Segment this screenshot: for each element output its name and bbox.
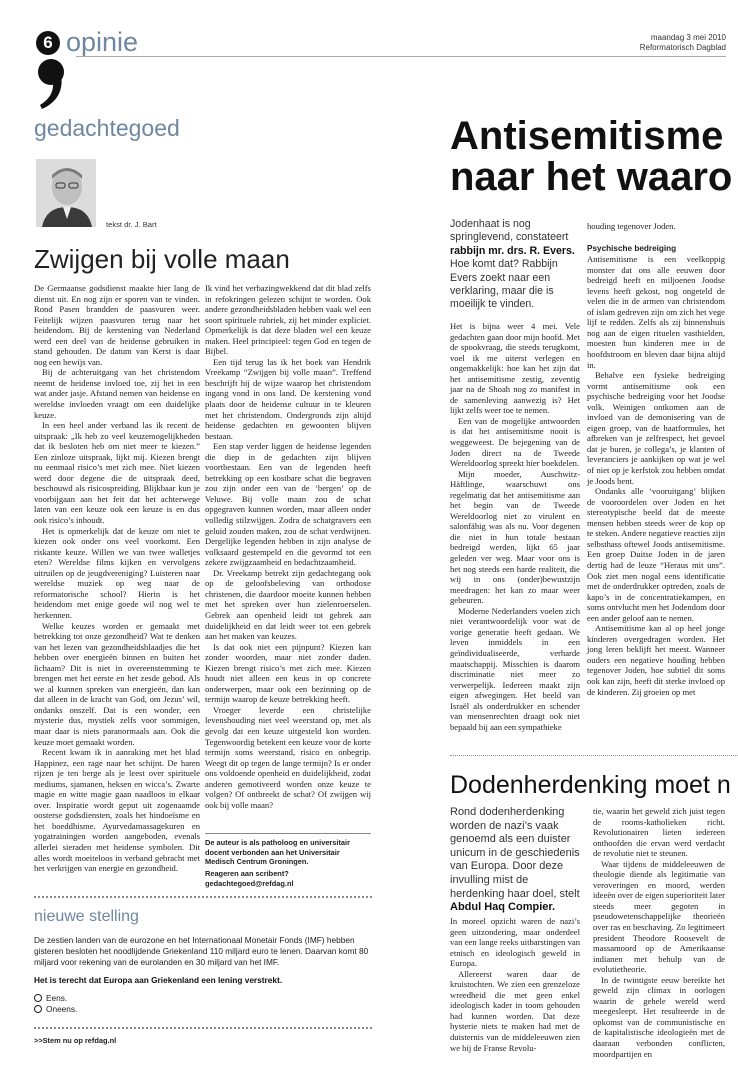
paragraph: Allereerst waren daar de kruistochten. We zien een grenzeloze wreedheid die met geen enkel ideologisch kader in toom gehouden had kunnen worden. Dat deze hysterie niets te maken had met de duisternis van de middeleeuwen zien we bij de Franse Revolu- [450, 968, 580, 1053]
article1-headline-1: Antisemitisme [450, 114, 724, 158]
article2-col1 [450, 916, 580, 1053]
stelling-intro: De zestien landen van de eurozone en het Internationaal Monetair Fonds (IMF) hebben gisteren besloten het noodlijdende Griekenland 110 miljard euro te lenen. Daarvan komt 80 miljard voor rekening van de eurolanden en 30 miljard van het IMF. [34, 935, 369, 967]
paragraph: houding tegenover Joden. [587, 221, 676, 231]
masthead-rule [76, 56, 726, 57]
paragraph: Een tijd terug las ik het boek van Hendrik Vreekamp “Zwijgen bij volle maan”. Treffend beschrijft hij de wijze waarop het christendom ingang vond in ons land. De kerstening vond plaats door de heidense cultuur in te kleuren met het christendom. Ondergronds zijn altijd heidense gedachten en gewoonten blijven bestaan. [205, 356, 371, 441]
paragraph: Dr. Vreekamp betrekt zijn gedachtegang ook op de geloofsbeleving van orthodoxe christenen, die daardoor moeite kunnen hebben met het spreken over hun zielenroerselen. Gebrek aan openheid leidt tot gebrek aan duidelijkheid en dat leidt weer tot een gebrek aan het maken van keuzes. [205, 567, 371, 642]
paragraph: Ondanks alle ‘vooruitgang’ blijken de vooroordelen over Joden en het stereotypische beeld dat de meeste mensen hebben steeds weer de kop op te steken. Andere negatieve reacties zijn selbsthass oftewel Joods antisemitisme. Een groep Duitse Joden in de jaren dertig had de leuze “Heraus mit uns”. Ook ziet men nogal eens identificatie met de onderdrukker optreden, zoals de kapo’s in de concentratiekampen, en soms ontvlucht men het Jodendom door een ander geloof aan te nemen. [587, 486, 725, 623]
stelling-rule-top [34, 896, 372, 898]
radio-icon[interactable] [34, 1005, 42, 1013]
page-number-badge: 6 [36, 31, 60, 55]
section-title: opinie [66, 27, 139, 57]
paragraph: Moderne Nederlanders voelen zich niet verantwoordelijk voor wat de vorige generatie heeft gedaan. We leven inmiddels in een geïndividualiseerde, verharde maatschappij. Misschien is daarom discriminatie niet meer zo verwerpelijk. Iedereen maakt zijn eigen afwegingen. Het beeld van Israël als onderdrukker en schender van mensenrechten draagt ook niet bepaald bij aan een sympathieke [450, 605, 580, 732]
article1-headline-2: naar het waaro [450, 155, 733, 199]
paragraph: Recent kwam ik in aanraking met het blad Happinez, een rage naar het schijnt. De haren rijzen je ten berge als je leest over spirituele mediums, sjamanen, heksen en wicca’s. Zwarte magie en witte magie gaan naadloos in elkaar over. Inspiratie wordt geput uit zogenaamde oosterse godsdiensten, zoals het hindoeïsme en het boeddhisme. Ayurvedamassagekuren en yogatrainingen worden aangeboden, evenals allerlei sieraden met heidense symbolen. Dit alles wordt moeiteloos in verband gebracht met het verkrijgen van energie en gezondheid. [34, 747, 200, 874]
column-label: gedachtegoed [34, 115, 180, 141]
paragraph: Een stap verder liggen de heidense legenden die diep in de gedachten zijn blijven voortbestaan. Een van de legenden heeft betrekking op een kostbare schat die begraven zou zijn onder een van de ‘bergen’ op de Veluwe. Bij volle maan zou de schat opgegraven kunnen worden, maar alleen onder volledig stilzwijgen. Zodra de schatgravers een geluid zouden maken, zou de schat verdwijnen. Dergelijke legenden hebben in zijn analyse de volksaard gestempeld en die gevormd tot een zekere zwijgzaamheid en bedachtzaamheid. [205, 441, 371, 568]
article1-lead [450, 218, 578, 312]
paragraph: In een heel ander verband las ik recent de uitspraak: „Ik heb zo veel keuzemogelijkheden dat ik besloten heb om niet meer te kiezen.” Een zinloze uitspraak, lijkt mij. Kiezen brengt nu eenmaal risico’s met zich mee. Niet kiezen werd door degene die de uitspraak deed, beschouwd als risicospreiding. Blijkbaar kun je voorbijgaan aan het feit dat het achterwege laten van een keuze ook een keuze is en dus ook risico’s inhoudt. [34, 420, 200, 526]
author-note: De auteur is als patholoog en universitair docent verbonden aan het Universitair Medisch Centrum Groningen. [205, 838, 350, 866]
column-col2 [205, 283, 371, 810]
paragraph: Ik vind het verbazingwekkend dat dit blad zelfs in refokringen gelezen schijnt te worden. Ook andere gezondheidsbladen hebben vaak wel een soort spirituele rubriek, zij het minder expliciet. Opmerkelijk is dat deze bladen wel een keuze maken. Heel principieel: tegen God en tegen de Bijbel. [205, 283, 371, 357]
paragraph: Mijn moeder, Auschwitz-Häftlinge, waarschuwt ons regelmatig dat het antisemitisme aan het begin van de Tweede Wereldoorlog niet zo virulent en salonfähig was als nu. Voor degenen die niet in hun totale bestaan bedreigd werden, lijkt 65 jaar geleden ver weg. Maar voor ons is het nog steeds een harde realiteit, die wij in ons (onder)bewustzijn meedragen: het kan zo maar weer gebeuren. [450, 468, 580, 606]
lead-author: rabbijn mr. drs. R. Evers. [450, 244, 575, 257]
lead-text: Hoe komt dat? Rabbijn Evers zoekt naar een verklaring, maar die is moeilijk te vinden. [450, 258, 558, 311]
comma-logo-icon [34, 57, 68, 111]
paragraph: Welke keuzes worden er gemaakt met betrekking tot onze gezondheid? Wat te denken van het lezen van gezondheidsblaadjes die het hebben over energieën binnen en buiten het lichaam? Dit is niet in overeenstemming te brengen met het eerste en het zesde gebod. Als we al kunnen spreken van energieën, dan kan dat alleen in de kracht van God, om Jezus’ wil, ondanks onszelf. Dat is een wonder, een mysterie dus, mystiek zelfs voor sommigen, maar daar is niets paranormaals aan. Ook die keuze moet gemaakt worden. [34, 620, 200, 747]
column-title: Zwijgen bij volle maan [34, 244, 290, 274]
portrait-icon [36, 159, 96, 227]
paragraph: Het is opmerkelijk dat de keuze om niet te kiezen ook onder ons veel voorkomt. Een riskante keuze. Willen we van twee walletjes eten? Wereldse films kijken en vervolgens uitruilen op de jeugdvereniging? Luisteren naar wereldse muziek op weg naar de reformatorische school? Hierin is het heidendom met enige goede wil nog wel te herkennen. [34, 525, 200, 620]
article2-headline: Dodenherdenking moet n [450, 771, 731, 799]
paragraph: In de twintigste eeuw bereikte het geweld zijn climax in oorlogen waarin de gehele wereld werd meegesleept. Het resulteerde in de opkomst van de communistische en de kapitalistische ideologieën met de daaraan verbonden conflicten, moordpartijen en [593, 974, 725, 1059]
article1-col1 [450, 321, 580, 732]
author-contact[interactable]: Reageren aan scribent? gedachtegoed@refdag.nl [205, 869, 294, 888]
option-label: Eens. [46, 993, 68, 1003]
paragraph: In moreel opzicht waren de nazi’s geen uitzondering, maar onderdeel van een lange reeks uitbarstingen van etnisch en ideologisch geweld in Europa. [450, 916, 580, 969]
paragraph: tie, waarin het geweld zich juist tegen de rooms-katholieken richt. Revolutionairen lieten iedereen onthoofden die ervan werd verdacht de revolutie niet te steunen. [593, 806, 725, 859]
paragraph: Behalve een fysieke bedreiging vormt antisemitisme ook een psychische bedreiging voor het Joodse volk. Weinigen ontkomen aan de invloed van de demonisering van de eigen groep, van de haatformules, het afbreken van je zelfrespect, het gevoel dat je buren, je collega’s, je klanten of leveranciers je aankijken op wat je wel of niet op je kerfstok zou hebben omdat je Joods bent. [587, 370, 725, 486]
paragraph: Het is bijna weer 4 mei. Vele gedachten gaan door mijn hoofd. Met de spookvraag, die steeds terugkomt, voel ik me uiterst verlegen en ongemakkelijk: hoe kan het zijn dat het antisemitisme zestig, zeventig jaar na de Shoah nog zo manifest in de samenleving aanwezig is? Het lijkt zelfs weer toe te nemen. [450, 321, 580, 416]
stelling-rule-bottom [34, 1027, 372, 1029]
paragraph: Antisemitisme kan al op heel jonge kinderen overgedragen worden. Het jong leren beklijft het meest. Wanneer ouders een negatieve houding hebben tegenover Joden, hoe subtiel dit soms ook kan zijn, heeft dit sterke invloed op de kinderen. Zij groeien op met [587, 623, 725, 697]
paragraph: Vroeger leverde een christelijke levenshouding niet veel weerstand op, met als gevolg dat een keuze uitgesteld kon worden. Tegenwoordig betekent een keuze voor de korte termijn soms weerstand, risico en onbegrip. Weegt dit op tegen de lange termijn? Is er onder ons voldoende openheid en duidelijkheid, zodat anderen gemotiveerd worden onze keuze te volgen? Of ontbreekt de schat? Of zwijgen wij ook bij volle maan? [205, 704, 371, 810]
column-col1 [34, 283, 200, 874]
subhead: Psychische bedreiging [587, 243, 677, 253]
masthead-paper: Reformatorisch Dagblad [639, 43, 726, 52]
option-oneens[interactable] [34, 1004, 77, 1014]
lead-author: Abdul Haq Compier. [450, 901, 556, 914]
author-note-rule [205, 833, 371, 834]
article2-col2 [593, 806, 725, 1059]
lead-text: Jodenhaat is nog springlevend, constateert [450, 218, 569, 244]
byline: tekst dr. J. Bart [106, 220, 157, 229]
stelling-label: nieuwe stelling [34, 908, 139, 925]
article-separator [450, 755, 738, 756]
paragraph: Bij de achteruitgang van het christendom neemt de heidense invloed toe, zij het in een wat ander jasje. Afstand nemen van heidense en wereldse invloeden vraagt om een duidelijke keuze. [34, 367, 200, 420]
paragraph: Waar tijdens de middeleeuwen de theologie diende als legitimatie van veroveringen en moord, werden ideeën over de eigen superioriteit later steeds meer gegoten in pseudowetenschappelijke theorieën over ras en beschaving. Zo legitimeert president Theodore Roosevelt de massamoord op de Amerikaanse indianen met behulp van de evolutietheorie. [593, 858, 725, 975]
paragraph: Is dat ook niet een pijnpunt? Kiezen kan zonder woorden, maar niet zonder daden. Kiezen brengt risico’s met zich mee. Kiezen houdt niet alleen een keus in op concrete onderwerpen, maar ook een bezinning op de termijn waarop de keuze betrekking heeft. [205, 641, 371, 705]
article1-col2 [587, 221, 725, 697]
paragraph: De Germaanse godsdienst maakte hier lang de dienst uit. En nog zijn er sporen van te vinden. Rond Pasen brandden de paasvuren weer. Feitelijk wijzen paasvuren terug naar het heidendom. Bij de kerstening van Nederland werd een deel van de heidense gebruiken in stand gehouden. De datum van Kerst is daar nog een bewijs van. [34, 283, 200, 367]
stelling-question: Het is terecht dat Europa aan Griekenland een lening verstrekt. [34, 975, 283, 985]
option-label: Oneens. [46, 1004, 78, 1014]
article2-lead [450, 806, 580, 915]
vote-link[interactable]: >>Stem nu op refdag.nl [34, 1036, 117, 1045]
masthead-date: maandag 3 mei 2010 [650, 33, 726, 42]
lead-text: Rond dodenherdenking worden de nazi’s vaak genoemd als een duister unicum in de geschiedenis van Europa. Door deze invulling mist de herdenking haar doel, stelt [450, 806, 580, 900]
option-eens[interactable] [34, 993, 67, 1003]
paragraph: Een van de mogelijke antwoorden is dat het antisemitisme nooit is weggeweest. De bejegening van de Joden direct na de Tweede Wereldoorlog spreekt hier boekdelen. [450, 415, 580, 469]
paragraph: Antisemitisme is een veelkoppig monster dat ons alle eeuwen door bedreigd heeft en miljoenen Joodse levens heeft gekost, nog ongeteld de velen die in de armen van christendom of islam gedreven zijn om zich het vege lijf te redden. Zelfs als zij binnenshuis nog aan de eigen rituelen vasthielden, moesten hun kinderen mee in de hoofdstroom en bleven daar bijna altijd in. [587, 254, 725, 370]
radio-icon[interactable] [34, 994, 42, 1002]
author-photo [36, 159, 96, 227]
